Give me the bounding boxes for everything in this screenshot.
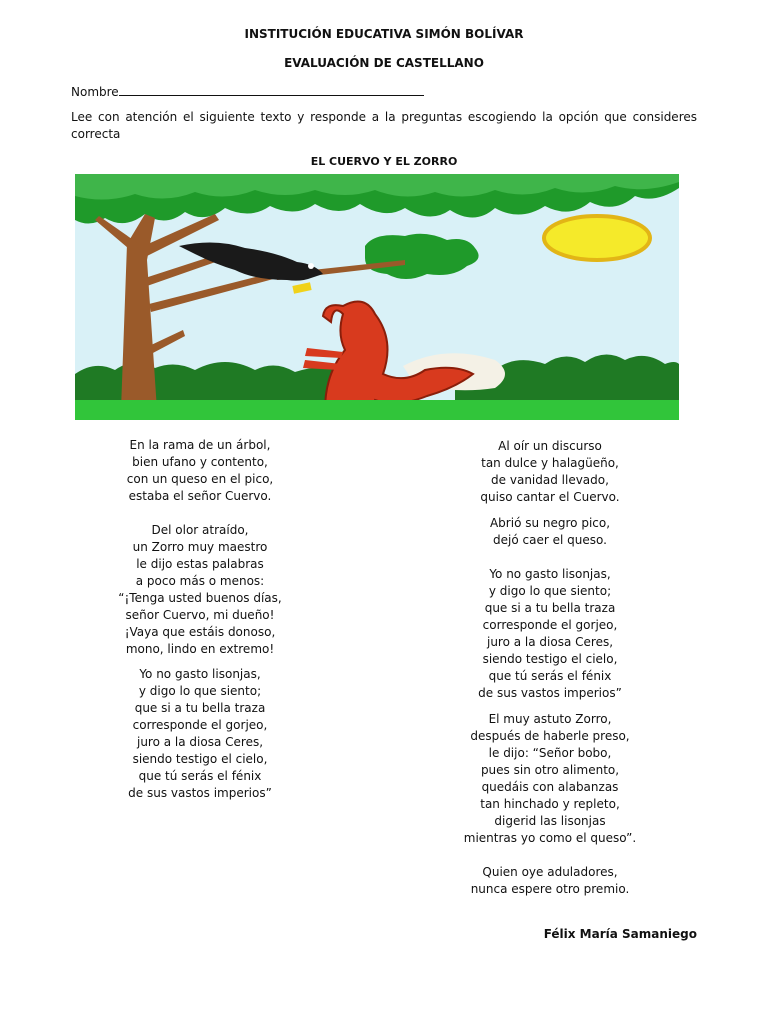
evaluation-title: EVALUACIÓN DE CASTELLANO [284, 56, 484, 70]
verse-line: En la rama de un árbol, [129, 438, 271, 452]
verse-line: Quien oye aduladores, [482, 865, 618, 879]
verse-line: quiso cantar el Cuervo. [480, 490, 620, 504]
verse-line: y digo lo que siento; [488, 584, 612, 598]
name-field [71, 83, 424, 99]
verse-line: le dijo estas palabras [136, 557, 264, 571]
verse-line: siendo testigo el cielo, [132, 752, 268, 766]
verse-line: estaba el señor Cuervo. [128, 489, 272, 503]
verse-line: que tú serás el fénix [138, 769, 262, 783]
instructions-text: Lee con atención el siguiente texto y responde a la preguntas escogiendo la opción que consideres correcta [71, 110, 697, 141]
verse-line: Al oír un discurso [498, 439, 602, 453]
verse-line: Abrió su negro pico, [489, 516, 611, 530]
verse-line: y digo lo que siento; [138, 684, 262, 698]
verse-line: pues sin otro alimento, [480, 763, 620, 777]
verse-line: tan hinchado y repleto, [480, 797, 620, 811]
stanza [400, 711, 700, 847]
verse-line: dejó caer el queso. [493, 533, 607, 547]
verse-line: bien ufano y contento, [132, 455, 268, 469]
verse-line: Yo no gasto lisonjas, [489, 567, 611, 581]
verse-line: siendo testigo el cielo, [482, 652, 618, 666]
author-signature: Félix María Samaniego [543, 927, 697, 941]
story-title: EL CUERVO Y EL ZORRO [310, 155, 458, 168]
verse-line: de sus vastos imperios” [128, 786, 272, 800]
verse-line: juro a la diosa Ceres, [136, 735, 264, 749]
verse-line: Yo no gasto lisonjas, [139, 667, 261, 681]
verse-line: de vanidad llevado, [491, 473, 609, 487]
verse-line: tan dulce y halagüeño, [481, 456, 619, 470]
verse-line: que si a tu bella traza [134, 701, 266, 715]
verse-line: ¡Vaya que estáis donoso, [124, 625, 276, 639]
poem-left-column [50, 437, 350, 802]
crow-and-fox-illustration [75, 174, 679, 420]
grass [75, 400, 679, 420]
verse-line: que si a tu bella traza [484, 601, 616, 615]
institution-title: INSTITUCIÓN EDUCATIVA SIMÓN BOLÍVAR [244, 27, 524, 41]
verse-line: digerid las lisonjas [494, 814, 606, 828]
verse-line: después de haberle preso, [470, 729, 630, 743]
verse-line: un Zorro muy maestro [132, 540, 268, 554]
name-label: Nombre [71, 85, 119, 99]
stanza [50, 437, 350, 505]
stanza [400, 864, 700, 898]
verse-line: señor Cuervo, mi dueño! [125, 608, 275, 622]
verse-line: que tú serás el fénix [488, 669, 612, 683]
verse-line: El muy astuto Zorro, [488, 712, 612, 726]
verse-line: corresponde el gorjeo, [132, 718, 268, 732]
verse-line: de sus vastos imperios” [478, 686, 622, 700]
sun [544, 216, 650, 260]
verse-line: con un queso en el pico, [126, 472, 274, 486]
stanza [50, 666, 350, 802]
stanza [400, 566, 700, 702]
verse-line: mono, lindo en extremo! [125, 642, 275, 656]
verse-line: quedáis con alabanzas [481, 780, 619, 794]
verse-line: le dijo: “Señor bobo, [488, 746, 612, 760]
verse-line: nunca espere otro premio. [470, 882, 630, 896]
verse-line: corresponde el gorjeo, [482, 618, 618, 632]
verse-line: Del olor atraído, [151, 523, 249, 537]
poem-right-column [400, 438, 700, 898]
verse-line: a poco más o menos: [135, 574, 265, 588]
verse-line: “¡Tenga usted buenos días, [118, 591, 282, 605]
verse-line: mientras yo como el queso”. [463, 831, 637, 845]
stanza [400, 515, 700, 549]
verse-line: juro a la diosa Ceres, [486, 635, 614, 649]
stanza [400, 438, 700, 506]
name-blank-line [119, 83, 424, 96]
stanza [50, 522, 350, 658]
